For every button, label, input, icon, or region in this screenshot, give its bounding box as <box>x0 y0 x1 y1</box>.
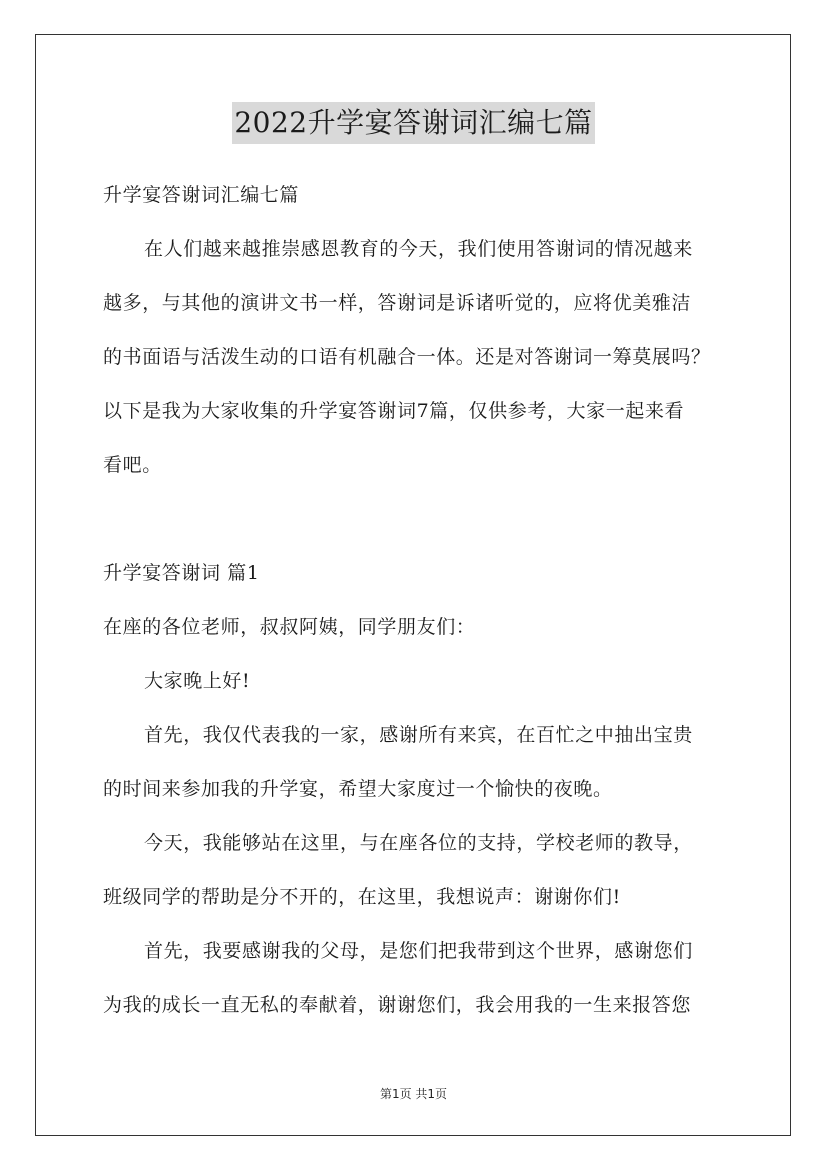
paragraph-line: 在人们越来越推崇感恩教育的今天，我们使用答谢词的情况越来 <box>144 238 693 260</box>
paragraph-line: 越多，与其他的演讲文书一样，答谢词是诉诸听觉的，应将优美雅洁 <box>103 292 692 314</box>
paragraph-line: 首先，我仅代表我的一家，感谢所有来宾，在百忙之中抽出宝贵 <box>144 724 693 746</box>
paragraph-line: 的书面语与活泼生动的口语有机融合一体。还是对答谢词一筹莫展吗？ <box>103 346 711 368</box>
paragraph-line: 今天，我能够站在这里，与在座各位的支持，学校老师的教导， <box>144 832 693 854</box>
subtitle-line: 升学宴答谢词汇编七篇 <box>103 184 300 206</box>
paragraph-line: 看吧。 <box>103 454 162 476</box>
paragraph-line: 以下是我为大家收集的升学宴答谢词7篇，仅供参考，大家一起来看 <box>103 400 685 422</box>
section-heading: 升学宴答谢词 篇1 <box>103 562 260 584</box>
paragraph-line: 首先，我要感谢我的父母，是您们把我带到这个世界，感谢您们 <box>144 940 693 962</box>
salutation-line: 在座的各位老师，叔叔阿姨，同学朋友们： <box>103 616 476 638</box>
page-footer: 第1页 共1页 <box>379 1087 448 1101</box>
paragraph-line: 为我的成长一直无私的奉献着，谢谢您们，我会用我的一生来报答您 <box>103 994 692 1016</box>
title-container <box>0 102 827 144</box>
paragraph-line: 的时间来参加我的升学宴，希望大家度过一个愉快的夜晚。 <box>103 778 613 800</box>
greeting-line: 大家晚上好! <box>144 670 251 692</box>
paragraph-line: 班级同学的帮助是分不开的，在这里，我想说声：谢谢你们! <box>103 886 621 908</box>
document-title: 2022升学宴答谢词汇编七篇 <box>232 102 594 144</box>
